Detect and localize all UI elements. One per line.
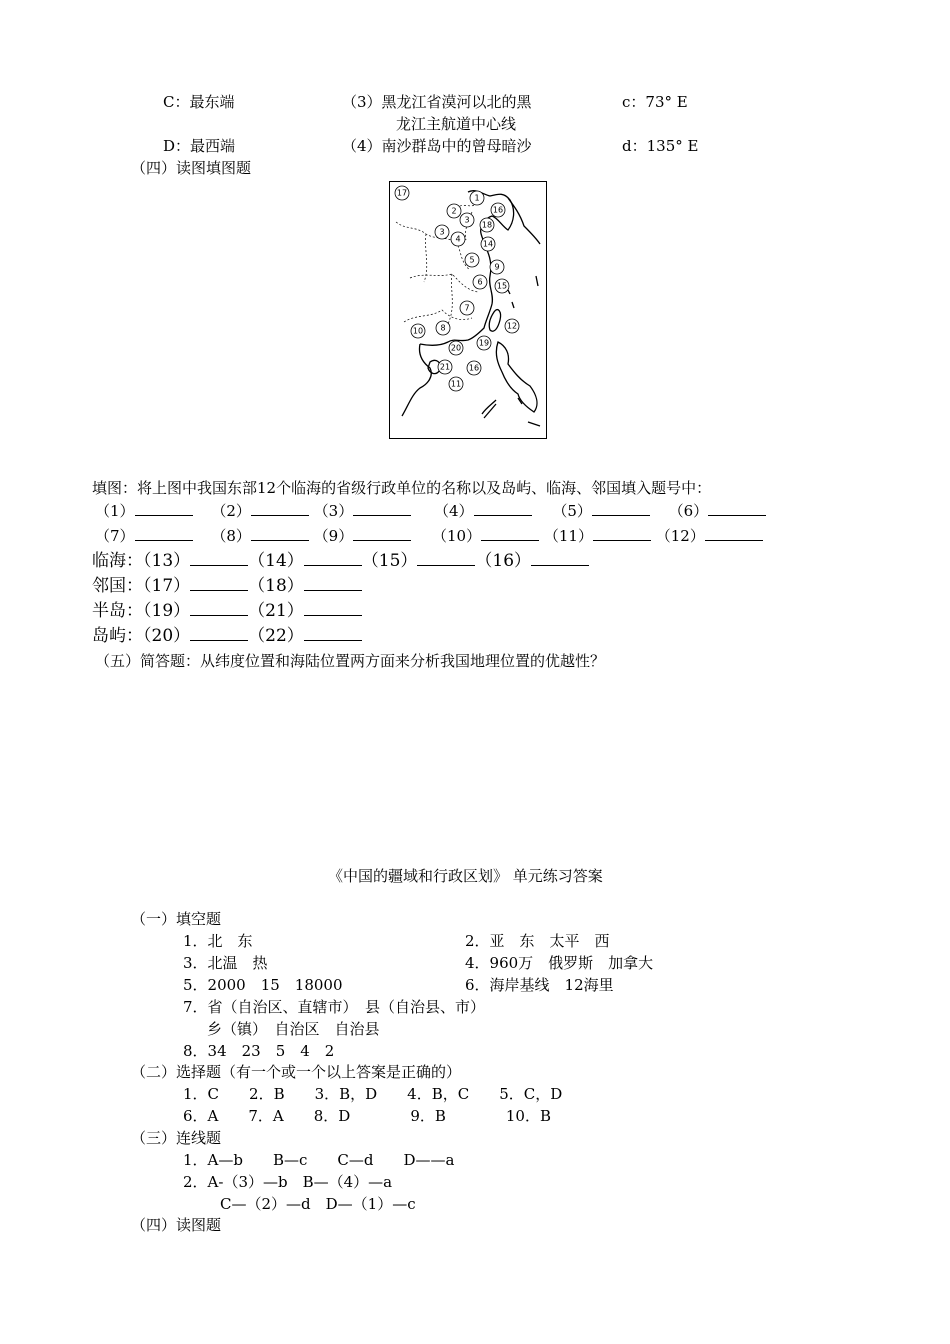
svg-text:14: 14: [482, 239, 494, 249]
match-item4: （4）南沙群岛中的曾母暗沙: [342, 137, 532, 155]
blank-20[interactable]: [190, 627, 248, 641]
svg-text:15: 15: [496, 281, 508, 291]
sea-15: （15）: [361, 551, 418, 571]
prov-10: （10）: [431, 527, 482, 545]
blank-12[interactable]: [705, 527, 763, 541]
ans-c1: 1．A—b B—c C—d D——a: [183, 1151, 455, 1169]
map-label-8: [436, 321, 450, 335]
blank-1[interactable]: [135, 502, 193, 516]
sea-13: （13）: [143, 551, 191, 571]
prov-3: （3）: [313, 502, 354, 520]
map-outline: [390, 182, 545, 437]
prov-1: （1）: [95, 502, 135, 520]
ans-c2: 2．A-（3）—b B—（4）—a: [183, 1173, 393, 1191]
ans-s4: （四）读图题: [131, 1216, 222, 1234]
blank-7[interactable]: [135, 527, 193, 541]
svg-text:2: 2: [451, 206, 457, 216]
prov-8: （8）: [211, 527, 251, 545]
map-label-10: [411, 324, 425, 338]
neighbor-18: （18）: [248, 576, 304, 596]
map-label-9: [490, 260, 504, 274]
svg-text:19: 19: [478, 338, 490, 348]
ans-a8: 8．34 23 5 4 2: [183, 1042, 335, 1060]
island-22: （22）: [248, 626, 304, 646]
blank-3[interactable]: [353, 502, 411, 516]
ans-c3: C—（2）—d D—（1）—c: [220, 1195, 416, 1213]
blank-11[interactable]: [593, 527, 651, 541]
fill-instruction: 填图：将上图中我国东部12个临海的省级行政单位的名称以及岛屿、临海、邻国填入题号中：: [92, 479, 712, 497]
svg-text:4: 4: [455, 234, 461, 244]
svg-text:9: 9: [494, 262, 500, 272]
svg-text:21: 21: [439, 362, 451, 372]
blank-15[interactable]: [417, 552, 475, 566]
blank-5[interactable]: [592, 502, 650, 516]
svg-text:5: 5: [469, 255, 475, 265]
match-item3-line1: （3）黑龙江省漠河以北的黑: [342, 93, 532, 111]
svg-text:11: 11: [450, 379, 462, 389]
answer-title: 《中国的疆域和行政区划》 单元练习答案: [328, 867, 603, 885]
match-C-left: C：最东端: [163, 93, 235, 111]
blank-19[interactable]: [190, 602, 248, 616]
map-label-14: [481, 237, 495, 251]
ans-s1: （一）填空题: [131, 910, 222, 928]
blank-13[interactable]: [190, 552, 248, 566]
map-label-22: [438, 360, 452, 374]
svg-text:8: 8: [440, 323, 446, 333]
ans-b2: 6．A 7．A 8．D 9．B 10．B: [183, 1107, 551, 1125]
peninsula-label: 半岛：: [92, 601, 143, 621]
map-label-3a: [460, 213, 474, 227]
svg-text:3: 3: [464, 215, 470, 225]
seas-label: 临海：: [92, 551, 143, 571]
blank-22[interactable]: [304, 627, 362, 641]
prov-row-1: [95, 501, 766, 521]
peninsula-21: （21）: [248, 601, 304, 621]
island-20: （20）: [143, 626, 191, 646]
ans-a1: 1．北 东: [183, 932, 253, 950]
map-label-12: [505, 319, 519, 333]
map-label-21: [449, 341, 463, 355]
peninsula-row: [92, 601, 362, 621]
prov-row-2: [95, 526, 763, 546]
prov-6: （6）: [668, 502, 709, 520]
section5-question: （五）简答题：从纬度位置和海陆位置两方面来分析我国地理位置的优越性？: [95, 652, 606, 670]
ans-a4: 4．960万 俄罗斯 加拿大: [465, 954, 654, 972]
map-label-18: [395, 186, 409, 200]
sea-16: （16）: [475, 551, 532, 571]
svg-text:16: 16: [492, 205, 504, 215]
blank-18[interactable]: [304, 577, 362, 591]
peninsula-19: （19）: [143, 601, 191, 621]
section4-title: （四）读图填图题: [131, 159, 252, 177]
ans-a2: 2．亚 东 太平 西: [465, 932, 610, 950]
neighbors-label: 邻国：: [92, 576, 143, 596]
svg-text:18: 18: [481, 220, 493, 230]
ans-s3: （三）连线题: [131, 1129, 222, 1147]
ans-s2: （二）选择题（有一个或一个以上答案是正确的）: [131, 1063, 462, 1081]
prov-7: （7）: [95, 527, 135, 545]
map-label-20: [477, 336, 491, 350]
prov-9: （9）: [313, 527, 354, 545]
blank-9[interactable]: [353, 527, 411, 541]
prov-11: （11）: [543, 527, 593, 545]
blank-8[interactable]: [251, 527, 309, 541]
east-china-map: [389, 181, 547, 439]
ans-a7b: 乡（镇） 自治区 自治县: [207, 1020, 380, 1038]
ans-b1: 1．C 2．B 3．B，D 4．B，C 5．C，D: [183, 1085, 563, 1103]
map-label-6: [473, 275, 487, 289]
map-label-19: [480, 218, 494, 232]
seas-row: [92, 551, 589, 571]
prov-5: （5）: [552, 502, 592, 520]
prov-12: （12）: [655, 527, 705, 545]
blank-4[interactable]: [474, 502, 532, 516]
neighbors-row: [92, 576, 362, 596]
sea-14: （14）: [248, 551, 304, 571]
map-label-7: [460, 301, 474, 315]
svg-text:10: 10: [412, 326, 424, 336]
map-label-1: [470, 191, 484, 205]
map-label-2: [447, 204, 461, 218]
svg-text:17: 17: [396, 188, 408, 198]
svg-text:1: 1: [474, 193, 480, 203]
map-label-11: [449, 377, 463, 391]
blank-16[interactable]: [531, 552, 589, 566]
map-label-15: [495, 279, 509, 293]
blank-2[interactable]: [251, 502, 309, 516]
match-D-left: D：最西端: [163, 137, 236, 155]
blank-6[interactable]: [708, 502, 766, 516]
ans-a5: 5．2000 15 18000: [183, 976, 343, 994]
blank-10[interactable]: [481, 527, 539, 541]
ans-a6: 6．海岸基线 12海里: [465, 976, 614, 994]
match-d-right: d：135° E: [622, 137, 699, 155]
blank-14[interactable]: [304, 552, 362, 566]
blank-17[interactable]: [190, 577, 248, 591]
map-label-4: [451, 232, 465, 246]
prov-2: （2）: [211, 502, 251, 520]
match-c-right: c：73° E: [622, 93, 688, 111]
neighbor-17: （17）: [143, 576, 191, 596]
match-item3-line2: 龙江主航道中心线: [396, 115, 517, 133]
map-label-16: [467, 361, 481, 375]
islands-row: [92, 626, 362, 646]
svg-text:20: 20: [450, 343, 462, 353]
blank-21[interactable]: [304, 602, 362, 616]
islands-label: 岛屿：: [92, 626, 143, 646]
map-label-5: [465, 253, 479, 267]
ans-a7: 7．省（自治区、直辖市） 县（自治县、市）: [183, 998, 486, 1016]
map-label-17: [491, 203, 505, 217]
svg-text:7: 7: [464, 303, 470, 313]
svg-text:6: 6: [477, 277, 483, 287]
svg-text:3: 3: [439, 227, 445, 237]
map-label-3: [435, 225, 449, 239]
svg-text:12: 12: [506, 321, 518, 331]
ans-a3: 3．北温 热: [183, 954, 268, 972]
prov-4: （4）: [433, 502, 474, 520]
svg-text:16: 16: [468, 363, 480, 373]
